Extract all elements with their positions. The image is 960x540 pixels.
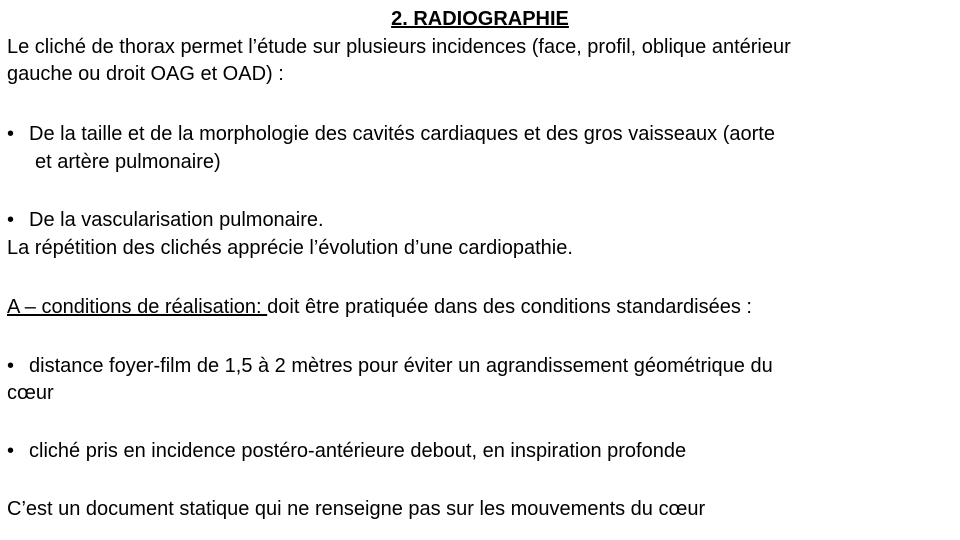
intro-line-2: gauche ou droit OAG et OAD) :: [7, 63, 284, 85]
repeat-sentence: La répétition des clichés apprécie l’évolution d’une cardiopathie.: [7, 237, 573, 259]
intro-line-1: Le cliché de thorax permet l’étude sur plusieurs incidences (face, profil, oblique antérieur: [7, 36, 791, 58]
bullet-icon: •: [7, 355, 15, 377]
list-item-text: distance foyer-film de 1,5 à 2 mètres pour éviter un agrandissement géométrique du: [29, 355, 773, 377]
bullet-icon: •: [7, 123, 15, 145]
section-a-heading: A – conditions de réalisation:: [7, 296, 268, 318]
list-item-text: cliché pris en incidence postéro-antérieure debout, en inspiration profonde: [29, 440, 687, 462]
conclusion-sentence: C’est un document statique qui ne renseigne pas sur les mouvements du cœur: [7, 498, 706, 520]
bullet-icon: •: [7, 209, 15, 231]
list-item-text: De la taille et de la morphologie des cavités cardiaques et des gros vaisseaux (aorte: [29, 123, 775, 145]
bullet-icon: •: [7, 440, 15, 462]
section-a-paragraph: [7, 295, 752, 319]
section-a-text: doit être pratiquée dans des conditions standardisées :: [267, 296, 752, 318]
list-item-incidence: [7, 439, 686, 463]
list-item-cavities: [7, 122, 775, 146]
list-item-cavities-continuation: et artère pulmonaire): [35, 151, 221, 173]
list-item-distance: [7, 354, 773, 378]
list-item-distance-continuation: cœur: [7, 382, 54, 404]
list-item-vascularisation: [7, 208, 324, 232]
slide-title: 2. RADIOGRAPHIE: [391, 8, 569, 30]
list-item-text: De la vascularisation pulmonaire.: [29, 209, 324, 231]
